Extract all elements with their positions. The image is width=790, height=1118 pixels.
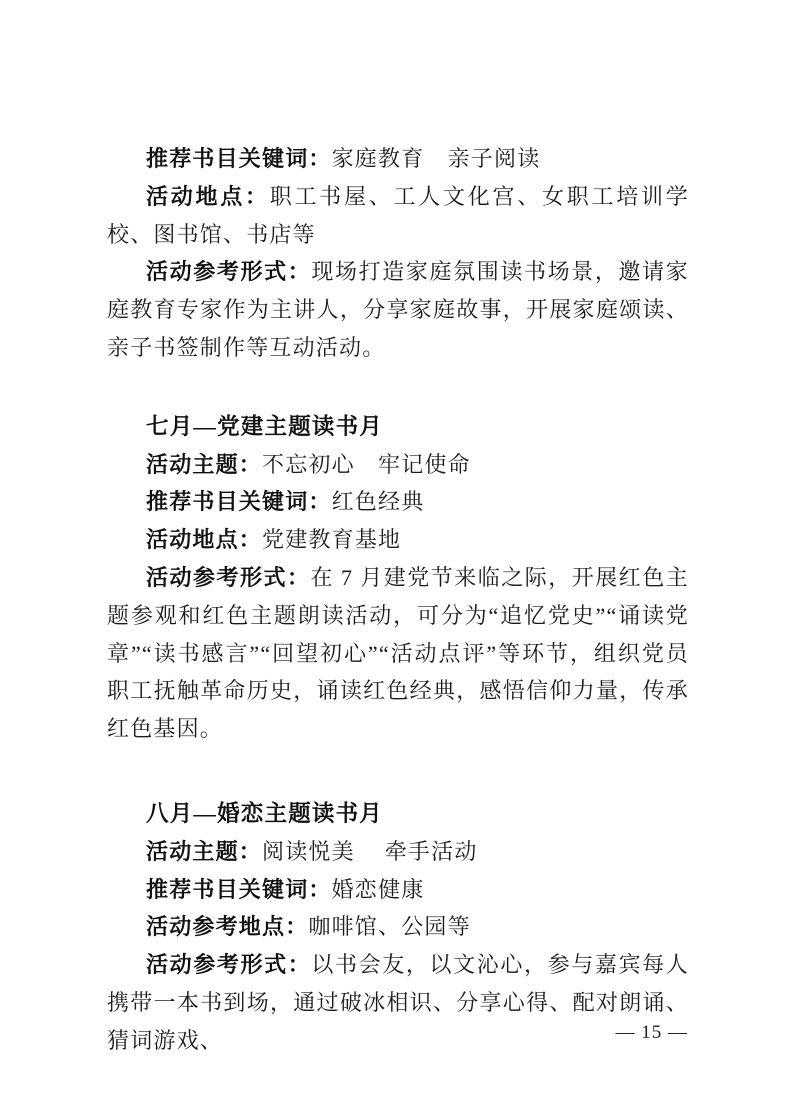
field-label: 活动主题： <box>146 451 263 477</box>
field-label: 活动主题： <box>146 838 263 864</box>
section-family-reading-month <box>107 140 689 367</box>
field-line <box>107 833 689 871</box>
section-august-marriage-reading-month <box>107 795 689 1060</box>
field-line <box>107 908 689 946</box>
document-body <box>107 140 689 1060</box>
field-value: 现场打造家庭氛围读书场景，邀请家庭教育专家作为主讲人，分享家庭故事，开展家庭颂读、亲子书签制作等互动活动。 <box>107 259 689 360</box>
field-value: 阅读悦美 牵手活动 <box>262 838 478 864</box>
field-line <box>107 178 689 254</box>
field-label: 活动参考地点： <box>146 914 309 940</box>
field-line <box>107 559 689 748</box>
field-label: 活动参考形式： <box>146 952 312 978</box>
field-label: 活动参考形式： <box>146 564 311 590</box>
field-value: 婚恋健康 <box>331 876 425 902</box>
field-value: 家庭教育 亲子阅读 <box>331 146 541 171</box>
field-line <box>107 253 689 366</box>
field-line <box>107 871 689 909</box>
field-line <box>107 521 689 559</box>
field-line <box>107 946 689 1059</box>
section-heading: 七月—党建主题读书月 <box>146 413 384 439</box>
field-value: 职工书屋、工人文化宫、女职工培训学校、图书馆、书店等 <box>107 183 689 247</box>
field-label: 推荐书目关键词： <box>146 146 332 171</box>
field-label: 活动地点： <box>146 183 270 209</box>
field-label: 推荐书目关键词： <box>146 489 332 515</box>
field-label: 推荐书目关键词： <box>146 876 332 902</box>
section-july-party-reading-month <box>107 408 689 748</box>
field-line <box>107 140 689 178</box>
field-value: 以书会友，以文沁心，参与嘉宾每人携带一本书到场，通过破冰相识、分享心得、配对朗诵、猜词游戏、 <box>107 952 689 1053</box>
section-heading: 八月—婚恋主题读书月 <box>146 800 384 826</box>
field-value: 红色经典 <box>331 489 425 515</box>
field-label: 活动参考形式： <box>146 259 312 285</box>
field-line <box>107 446 689 484</box>
field-value: 党建教育基地 <box>262 527 402 553</box>
field-line <box>107 483 689 521</box>
field-value: 咖啡馆、公园等 <box>308 914 471 940</box>
field-label: 活动地点： <box>146 527 263 553</box>
page-number: — 15 — <box>615 1022 688 1043</box>
field-value: 不忘初心 牢记使命 <box>262 451 471 477</box>
field-value: 在 7 月建党节来临之际，开展红色主题参观和红色主题朗读活动，可分为“追忆党史”“诵读党章”“读书感言”“回望初心”“活动点评”等环节，组织党员职工抚触革命历史，诵读红色经典，感悟信仰力量，传承红色基因。 <box>107 564 689 742</box>
